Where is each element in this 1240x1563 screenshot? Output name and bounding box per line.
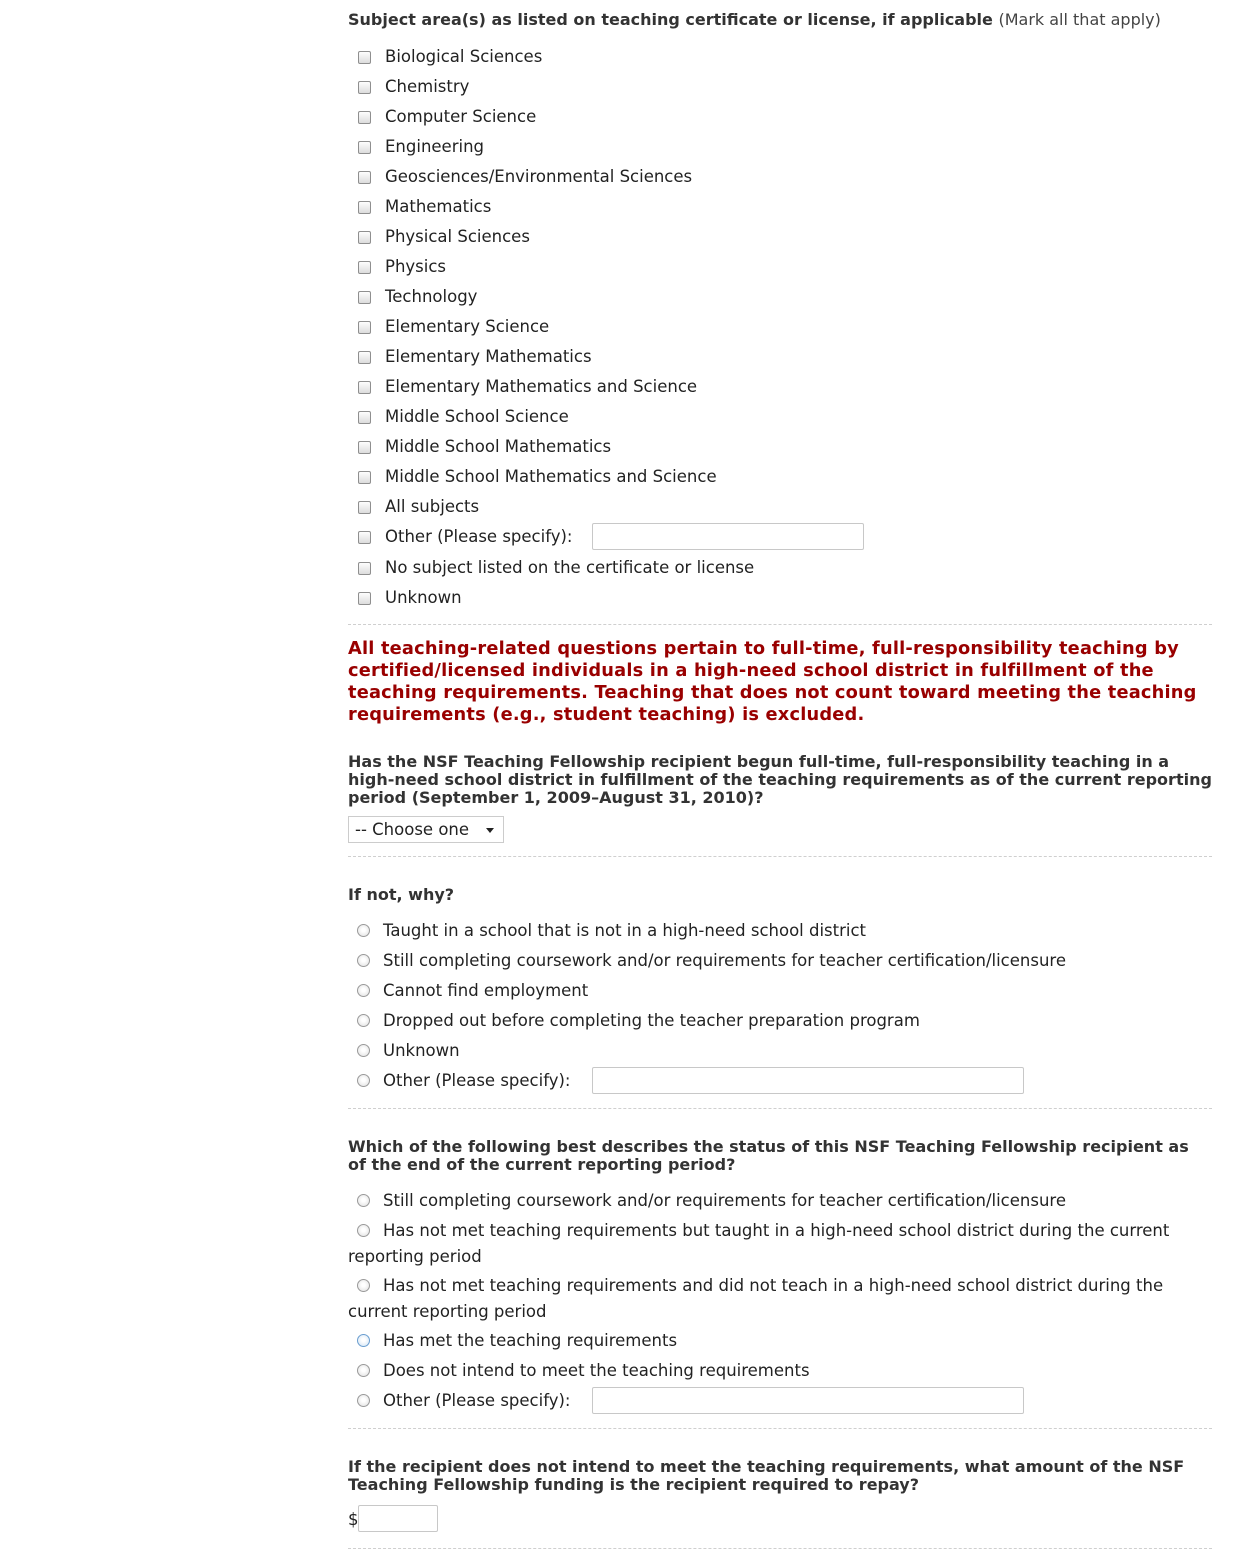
why-question-title: If not, why? — [348, 885, 455, 904]
subject-option-all-subjects[interactable]: All subjects — [348, 492, 754, 522]
checkbox[interactable] — [358, 51, 371, 64]
radio-button[interactable] — [357, 1279, 370, 1292]
status-option-did-not-teach[interactable]: Has not met teaching requirements and did not teach in a high-need school district during the current reporting period — [348, 1276, 1164, 1321]
status-option-still-completing[interactable]: Still completing coursework and/or requirements for teacher certification/licensure — [348, 1186, 1212, 1216]
begun-question — [348, 753, 1212, 807]
begun-select[interactable] — [348, 816, 504, 843]
subject-option-unknown[interactable]: Unknown — [348, 583, 754, 613]
why-option-unknown[interactable]: Unknown — [348, 1036, 1212, 1066]
why-options — [348, 916, 1212, 1096]
chevron-down-icon — [486, 828, 494, 833]
section-divider — [348, 856, 1212, 857]
checkbox[interactable] — [358, 321, 371, 334]
subject-other-input[interactable] — [592, 523, 864, 550]
checkbox[interactable] — [358, 351, 371, 364]
section-divider — [348, 624, 1212, 625]
checkbox[interactable] — [358, 201, 371, 214]
radio-button[interactable] — [357, 1074, 370, 1087]
subject-option-other[interactable]: Other (Please specify): — [348, 522, 754, 552]
status-option-other[interactable]: Other (Please specify): — [348, 1386, 1212, 1416]
checkbox[interactable] — [358, 261, 371, 274]
radio-button[interactable] — [357, 1364, 370, 1377]
checkbox[interactable] — [358, 501, 371, 514]
subject-option-elementary-science[interactable]: Elementary Science — [348, 312, 754, 342]
subject-option-middle-school-science[interactable]: Middle School Science — [348, 402, 754, 432]
checkbox[interactable] — [358, 141, 371, 154]
checkbox[interactable] — [358, 441, 371, 454]
notice-block — [348, 638, 1212, 726]
radio-button[interactable] — [357, 1394, 370, 1407]
subject-option-middle-school-mathematics[interactable]: Middle School Mathematics — [348, 432, 754, 462]
subject-option-middle-school-math-science[interactable]: Middle School Mathematics and Science — [348, 462, 754, 492]
subject-question-hint: (Mark all that apply) — [998, 10, 1161, 29]
why-option-other[interactable]: Other (Please specify): — [348, 1066, 1212, 1096]
checkbox[interactable] — [358, 562, 371, 575]
radio-button[interactable] — [357, 954, 370, 967]
subject-option-computer-science[interactable]: Computer Science — [348, 102, 754, 132]
teaching-notice: All teaching-related questions pertain to full-time, full-responsibility teaching by certified/licensed individuals in a high-need school district in fulfillment of the teaching requirements. Teaching that does not count toward meeting the teaching requirements (e.g., student teaching) is excluded. — [348, 638, 1197, 725]
status-option-taught-not-met[interactable]: Has not met teaching requirements but taught in a high-need school district during the current reporting period — [348, 1221, 1170, 1266]
subject-options — [348, 42, 754, 613]
subject-option-none-listed[interactable]: No subject listed on the certificate or license — [348, 553, 754, 583]
why-option-dropped-out[interactable]: Dropped out before completing the teacher preparation program — [348, 1006, 1212, 1036]
radio-button[interactable] — [357, 1224, 370, 1237]
radio-button[interactable] — [357, 984, 370, 997]
section-divider — [348, 1548, 1212, 1549]
why-other-input[interactable] — [592, 1067, 1024, 1094]
begun-question-title: Has the NSF Teaching Fellowship recipient begun full-time, full-responsibility teaching in a high-need school district in fulfillment of the teaching requirements as of the current reporting period (September 1, 2009–August 31, 2010)? — [348, 752, 1212, 807]
subject-option-chemistry[interactable]: Chemistry — [348, 72, 754, 102]
radio-button[interactable] — [357, 1194, 370, 1207]
checkbox[interactable] — [358, 592, 371, 605]
radio-button[interactable] — [357, 1044, 370, 1057]
why-question — [348, 886, 454, 904]
repay-amount-input[interactable] — [358, 1505, 438, 1532]
checkbox[interactable] — [358, 531, 371, 544]
checkbox[interactable] — [358, 411, 371, 424]
repay-question — [348, 1458, 1212, 1494]
section-divider — [348, 1428, 1212, 1429]
checkbox[interactable] — [358, 111, 371, 124]
status-other-input[interactable] — [592, 1387, 1024, 1414]
currency-symbol: $ — [348, 1510, 359, 1529]
status-option-met-requirements[interactable]: Has met the teaching requirements — [348, 1326, 1212, 1356]
why-option-still-completing[interactable]: Still completing coursework and/or requirements for teacher certification/licensure — [348, 946, 1212, 976]
subject-question — [348, 11, 1161, 29]
subject-option-technology[interactable]: Technology — [348, 282, 754, 312]
checkbox[interactable] — [358, 381, 371, 394]
subject-question-title: Subject area(s) as listed on teaching certificate or license, if applicable — [348, 10, 993, 29]
status-option-does-not-intend[interactable]: Does not intend to meet the teaching requirements — [348, 1356, 1212, 1386]
subject-option-physics[interactable]: Physics — [348, 252, 754, 282]
radio-button[interactable] — [357, 1334, 370, 1347]
subject-option-physical-sciences[interactable]: Physical Sciences — [348, 222, 754, 252]
repay-question-title: If the recipient does not intend to meet the teaching requirements, what amount of the NSF Teaching Fellowship funding is the recipient required to repay? — [348, 1457, 1185, 1494]
subject-option-elementary-mathematics[interactable]: Elementary Mathematics — [348, 342, 754, 372]
why-option-cannot-find-employment[interactable]: Cannot find employment — [348, 976, 1212, 1006]
begun-select-value: -- Choose one — [355, 820, 470, 839]
status-question — [348, 1138, 1212, 1174]
checkbox[interactable] — [358, 291, 371, 304]
subject-option-mathematics[interactable]: Mathematics — [348, 192, 754, 222]
radio-button[interactable] — [357, 924, 370, 937]
status-options — [348, 1186, 1212, 1416]
subject-option-geosciences[interactable]: Geosciences/Environmental Sciences — [348, 162, 754, 192]
checkbox[interactable] — [358, 231, 371, 244]
subject-option-biological-sciences[interactable]: Biological Sciences — [348, 42, 754, 72]
checkbox[interactable] — [358, 81, 371, 94]
radio-button[interactable] — [357, 1014, 370, 1027]
checkbox[interactable] — [358, 171, 371, 184]
section-divider — [348, 1108, 1212, 1109]
subject-option-engineering[interactable]: Engineering — [348, 132, 754, 162]
checkbox[interactable] — [358, 471, 371, 484]
subject-option-elementary-math-science[interactable]: Elementary Mathematics and Science — [348, 372, 754, 402]
why-option-not-high-need[interactable]: Taught in a school that is not in a high-need school district — [348, 916, 1212, 946]
status-question-title: Which of the following best describes the status of this NSF Teaching Fellowship recipient as of the end of the current reporting period? — [348, 1137, 1189, 1174]
